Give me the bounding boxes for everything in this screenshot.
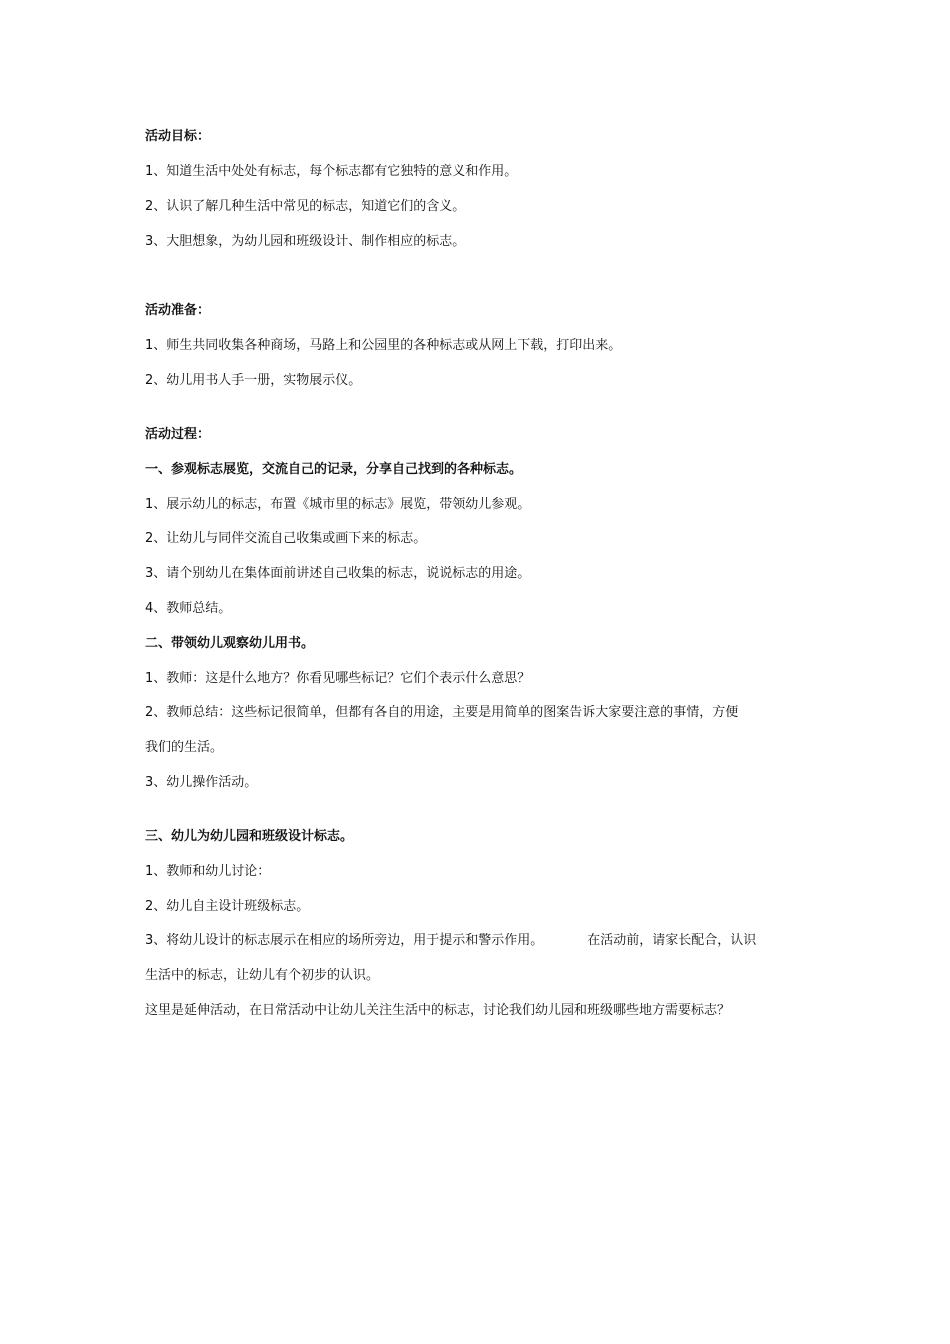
goal-item-3: 3、大胆想象，为幼儿园和班级设计、制作相应的标志。 [145, 234, 466, 249]
part3-item-1: 1、教师和幼儿讨论： [145, 864, 271, 879]
preparation-item-1: 1、师生共同收集各种商场，马路上和公园里的各种标志或从网上下载，打印出来。 [145, 338, 622, 353]
part1-item-4: 4、教师总结。 [145, 601, 232, 616]
part1-item-1: 1、展示幼儿的标志，布置《城市里的标志》展览，带领幼儿参观。 [145, 497, 531, 512]
part3-item-3-text: 3、将幼儿设计的标志展示在相应的场所旁边，用于提示和警示作用。 [145, 933, 544, 948]
extension-activity: 这里是延伸活动，在日常活动中让幼儿关注生活中的标志，讨论我们幼儿园和班级哪些地方需要标志？ [145, 1003, 731, 1018]
part1-item-3: 3、请个别幼儿在集体面前讲述自己收集的标志，说说标志的用途。 [145, 566, 531, 581]
preparation-item-2: 2、幼儿用书人手一册，实物展示仪。 [145, 373, 362, 388]
process-heading: 活动过程： [145, 427, 211, 442]
preparation-heading: 活动准备： [145, 303, 211, 318]
part2-item-2: 2、教师总结：这些标记很简单，但都有各自的用途，主要是用简单的图案告诉大家要注意的事情，方便 [145, 705, 739, 720]
part3-item-2: 2、幼儿自主设计班级标志。 [145, 899, 310, 914]
part3-item-3-continued: 生活中的标志，让幼儿有个初步的认识。 [145, 968, 380, 983]
part3-title: 三、幼儿为幼儿园和班级设计标志。 [145, 829, 354, 844]
part3-item-3-note: 在活动前，请家长配合，认识 [587, 933, 757, 948]
part2-title: 二、带领幼儿观察幼儿用书。 [145, 636, 315, 651]
part1-item-2: 2、让幼儿与同伴交流自己收集或画下来的标志。 [145, 531, 427, 546]
part3-item-3 [145, 932, 805, 950]
part2-item-2-continued: 我们的生活。 [145, 740, 224, 755]
goal-item-1: 1、知道生活中处处有标志，每个标志都有它独特的意义和作用。 [145, 164, 518, 179]
goals-heading: 活动目标： [145, 129, 211, 144]
part1-title: 一、参观标志展览，交流自己的记录，分享自己找到的各种标志。 [145, 462, 523, 477]
part2-item-1: 1、教师：这是什么地方？你看见哪些标记？它们个表示什么意思？ [145, 671, 531, 686]
part2-item-3: 3、幼儿操作活动。 [145, 775, 258, 790]
goal-item-2: 2、认识了解几种生活中常见的标志，知道它们的含义。 [145, 199, 466, 214]
